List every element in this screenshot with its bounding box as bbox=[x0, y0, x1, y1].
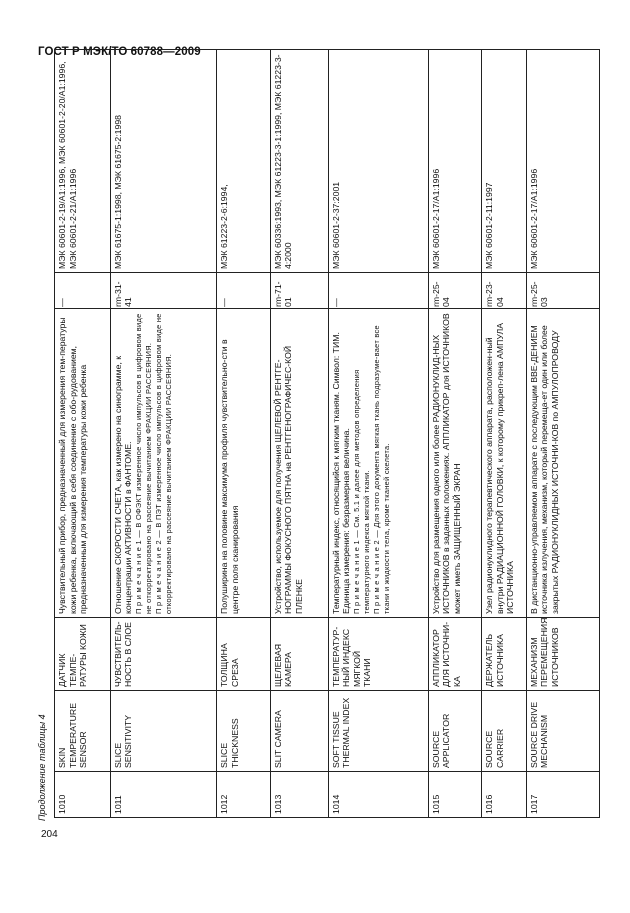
term-english: SLICE SENSITIVITY bbox=[110, 691, 217, 772]
term-number: 1015 bbox=[428, 772, 481, 818]
term-reference: МЭК 60601-2-17/А1:1996 bbox=[526, 50, 599, 273]
term-number: 1012 bbox=[217, 772, 270, 818]
term-russian: ДЕРЖАТЕЛЬ ИСТОЧНИКА bbox=[482, 618, 526, 691]
term-english: SOFT TISSUE THERMAL INDEX bbox=[328, 691, 428, 772]
term-reference: МЭК 60601-2-17/А1:1996 bbox=[428, 50, 481, 273]
term-english: SLICE THICKNESS bbox=[217, 691, 270, 772]
table-row bbox=[217, 50, 270, 818]
definition-text: Чувствительный прибор, предназначенный для измерения тем-пературы кожи ребенка, включающий в себя соединение с обо-рудованием, предназначенным для измерения температуры кожи ребенка bbox=[57, 317, 89, 614]
table-row bbox=[110, 50, 217, 818]
term-definition bbox=[110, 309, 217, 618]
table-row bbox=[55, 50, 111, 818]
document-header: ГОСТ Р МЭК/ТО 60788—2009 bbox=[38, 46, 201, 58]
terms-table-container bbox=[54, 54, 600, 818]
term-russian: ТОЛЩИНА СРЕЗА bbox=[217, 618, 270, 691]
table-continuation-caption: Продолжение таблицы 4 bbox=[37, 714, 47, 821]
term-english: SOURCE CARRIER bbox=[482, 691, 526, 772]
term-reference: МЭК 61223-2-6:1994, bbox=[217, 50, 270, 273]
term-russian: ЩЕЛЕВАЯ КАМЕРА bbox=[270, 618, 328, 691]
term-reference: МЭК 60601-2-37:2001 bbox=[328, 50, 428, 273]
term-number: 1014 bbox=[328, 772, 428, 818]
definition-note: П р и м е ч а н и е 1 — См. 5.1 и далее для методов определения температурного индекса мягкой ткани. bbox=[351, 369, 371, 614]
definition-text: Устройство, используемое для получения ЩЕЛЕВОЙ РЕНТГЕ-НОГРАММЫ ФОКУСНОГО ПЯТНА на РЕНТГЕНОГРАФИЧЕС-КОЙ ПЛЕНКЕ bbox=[272, 345, 304, 614]
definition-note: П р и м е ч а н и е 2 — В ПЭТ измеренное число импульсов в цифровом виде не откорректировано на рассеяние вычитанием ФРАКЦИИ РАССЕЯНИЯ. bbox=[153, 313, 173, 614]
term-code: — bbox=[328, 273, 428, 309]
term-english: SKIN TEMPERATURE SENSOR bbox=[55, 691, 111, 772]
definition-text: Отношение СКОРОСТИ СЧЕТА, как измерено на синограмме, к концентрации АКТИВНОСТИ в ФАНТОМЕ. bbox=[112, 355, 134, 614]
definition-note: П р и м е ч а н и е 1 — В ОФЭКТ измеренное число импульсов в цифровом виде не откорректировано на рассеяние вычитанием ФРАКЦИИ РАССЕЯНИЯ. bbox=[133, 313, 153, 614]
table-row bbox=[270, 50, 328, 818]
term-definition bbox=[526, 309, 599, 618]
term-definition bbox=[482, 309, 526, 618]
term-definition bbox=[428, 309, 481, 618]
term-code: — bbox=[217, 273, 270, 309]
definition-text: В дистанционно-управляемом аппарате с последующим ВВЕ-ДЕНИЕМ источника излучения, механизм, который перемеща-ет один или более закрытых РАДИОНУКЛИДНЫХ ИСТОЧНИ-КОВ по АМПУЛОПРОВОДУ bbox=[528, 325, 560, 614]
term-definition bbox=[270, 309, 328, 618]
term-reference: МЭК 60336:1993, МЭК 61223-3-1:1999, МЭК 61223-3-4:2000 bbox=[270, 50, 328, 273]
table-row bbox=[482, 50, 526, 818]
table-row bbox=[328, 50, 428, 818]
term-reference: МЭК 60601-2-19/А1:1996, МЭК 60601-2-20/А1:1996, МЭК 60601-2-21/А1:1996 bbox=[55, 50, 111, 273]
definition-text: Полуширина на половине максимума профиля чувствительно-сти в центре поля сканирования bbox=[219, 339, 240, 614]
term-definition bbox=[217, 309, 270, 618]
term-number: 1017 bbox=[526, 772, 599, 818]
term-code: rm-25-03 bbox=[526, 273, 599, 309]
term-russian: МЕХАНИЗМ ПЕРЕМЕЩЕНИЯ ИСТОЧНИКОВ bbox=[526, 618, 599, 691]
term-code: rm-31-41 bbox=[110, 273, 217, 309]
definition-text: Устройство для размещения одного или более РАДИОНУКЛИД-НЫХ ИСТОЧНИКОВ в заданных положениях. АППЛИКАТОР для ИСТОЧНИКОВ может иметь ЗАЩИЩЕННЫЙ ЭКРАН bbox=[430, 313, 462, 614]
definition-note: П р и м е ч а н и е 2 — Для этого документа мягкая ткань подразуме-вает все ткани и жидкости тела, кроме тканей скелета. bbox=[371, 325, 391, 614]
term-english: SOURCE DRIVE MECHANISM bbox=[526, 691, 599, 772]
term-russian: ДАТЧИК ТЕМПЕ-РАТУРЫ КОЖИ bbox=[55, 618, 111, 691]
table-row bbox=[428, 50, 481, 818]
term-code: rm-23-04 bbox=[482, 273, 526, 309]
term-code: — bbox=[55, 273, 111, 309]
term-number: 1011 bbox=[110, 772, 217, 818]
term-russian: ЧУВСТВИТЕЛЬ-НОСТЬ В СЛОЕ bbox=[110, 618, 217, 691]
table-row bbox=[526, 50, 599, 818]
term-number: 1010 bbox=[55, 772, 111, 818]
term-english: SOURCE APPLICATOR bbox=[428, 691, 481, 772]
term-reference: МЭК 60601-2-11:1997 bbox=[482, 50, 526, 273]
term-reference: МЭК 61675-1:1998, МЭК 61675-2:1998 bbox=[110, 50, 217, 273]
definition-text: Температурный индекс, относящийся к мягким тканям. Символ: ТИМ. Единица измерения: безразмерная величина. bbox=[330, 332, 352, 614]
term-english: SLIT CAMERA bbox=[270, 691, 328, 772]
term-russian: АППЛИКАТОР ДЛЯ ИСТОЧНИ-КА bbox=[428, 618, 481, 691]
term-code: rm-71-01 bbox=[270, 273, 328, 309]
term-code: rm-25-04 bbox=[428, 273, 481, 309]
term-definition bbox=[328, 309, 428, 618]
terms-table bbox=[54, 49, 600, 818]
definition-text: Узел радионуклидного терапевтического аппарата, расположен-ный внутри РАДИАЦИОННОЙ ГОЛОВКИ, к которому прикреп-лена АМПУЛА ИСТОЧНИКА bbox=[484, 322, 516, 614]
term-number: 1013 bbox=[270, 772, 328, 818]
page-number: 204 bbox=[41, 829, 58, 840]
term-definition bbox=[55, 309, 111, 618]
term-russian: ТЕМПЕРАТУР-НЫЙ ИНДЕКС МЯГКОЙ ТКАНИ bbox=[328, 618, 428, 691]
term-number: 1016 bbox=[482, 772, 526, 818]
